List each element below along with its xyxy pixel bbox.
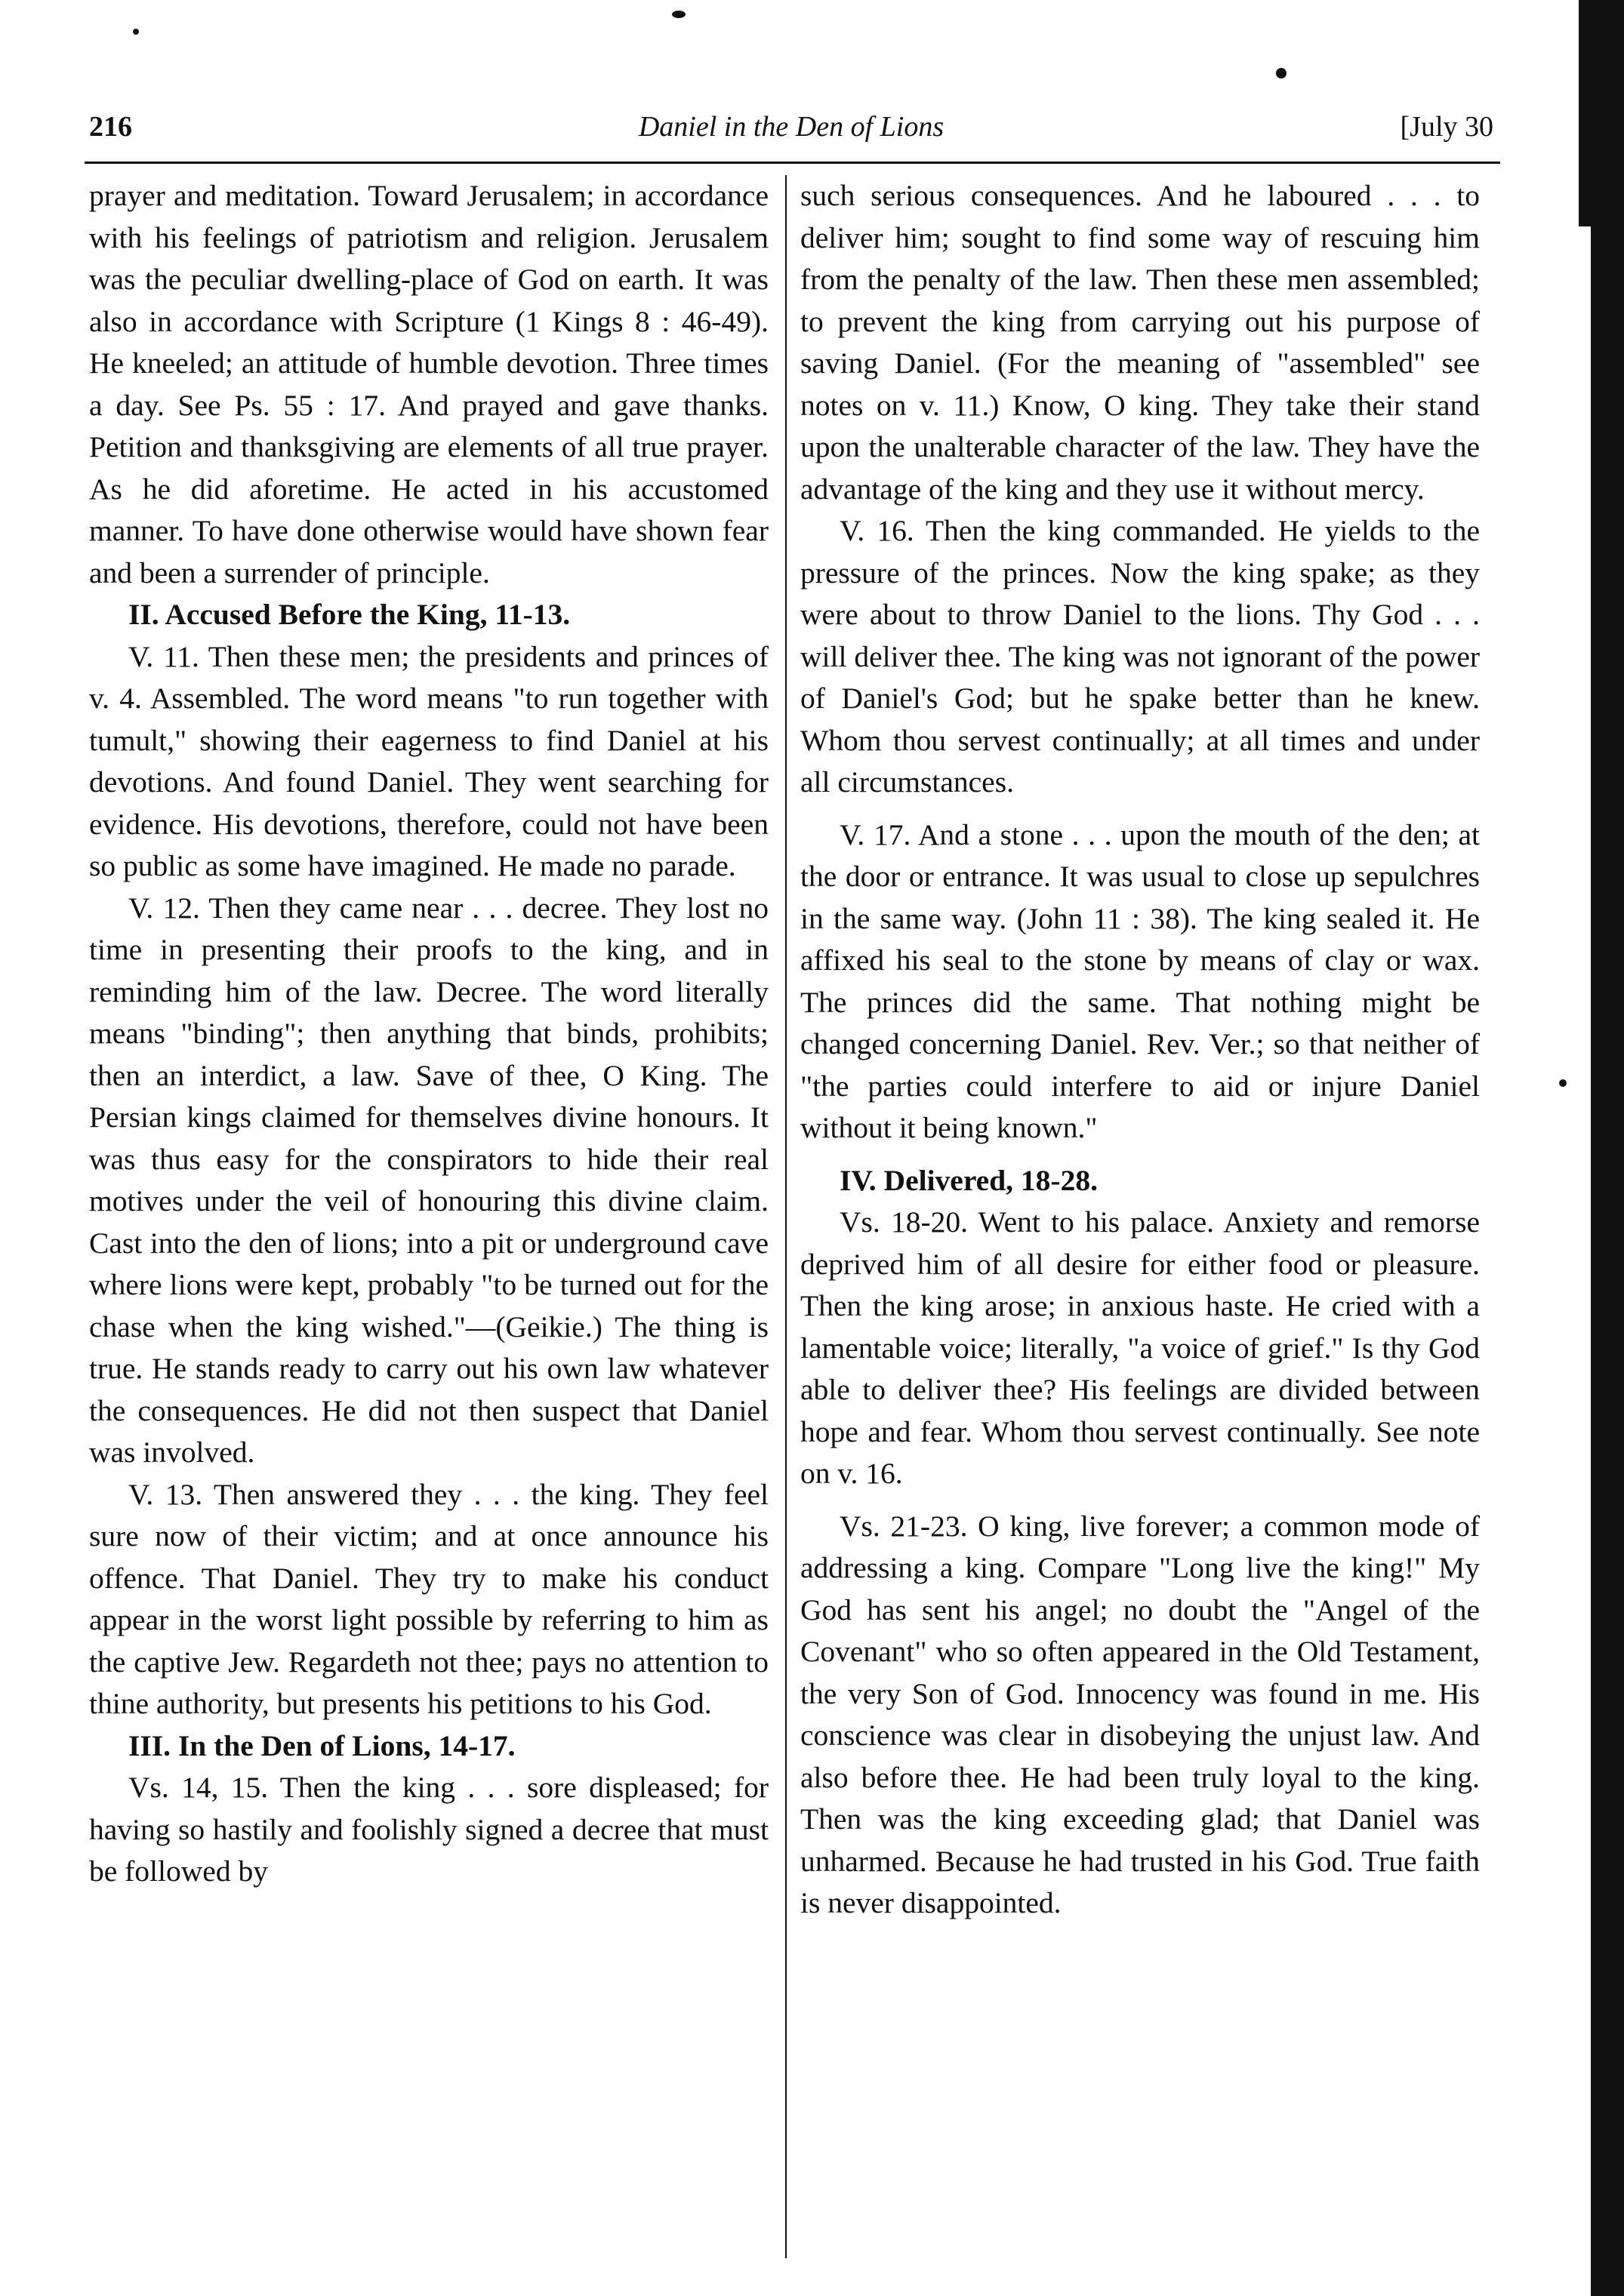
header-rule bbox=[85, 162, 1500, 164]
paragraph: prayer and meditation. Toward Jerusalem; in accordance with his feelings of patriotism and religion. Jerusalem was the peculiar dwelling-place of God on earth. It was also in accordance with Scripture (1 Kings 8 : 46-49). He kneeled; an attitude of humble devotion. Three times a day. See Ps. 55 : 17. And prayed and gave thanks. Petition and thanksgiving are elements of all true prayer. As he did aforetime. He acted in his accustomed manner. To have done otherwise would have shown fear and been a surrender of principle. bbox=[89, 179, 769, 589]
ink-speck bbox=[1559, 1079, 1567, 1087]
paragraph: V. 11. Then these men; the presidents and princes of v. 4. Assembled. The word means "to run together with tumult," showing their eagerness to find Daniel at his devotions. And found Daniel. They went searching for evidence. His devotions, therefore, could not have been so public as some have imagined. He made no parade. bbox=[89, 639, 769, 882]
section-heading: III. In the Den of Lions, 14-17. bbox=[128, 1728, 516, 1762]
running-title: Daniel in the Den of Lions bbox=[638, 111, 945, 143]
paragraph: Vs. 18-20. Went to his palace. Anxiety and remorse deprived him of all desire for either food or pleasure. Then the king arose; in anxious haste. He cried with a lamentable voice; literally, "a voice of grief." Is thy God able to deliver thee? His feelings are divided between hope and fear. Whom thou servest continually. See note on v. 16. bbox=[800, 1205, 1480, 1490]
paragraph: V. 17. And a stone . . . upon the mouth of the den; at the door or entrance. It was usual to close up sepulchres in the same way. (John 11 : 38). The king sealed it. He affixed his seal to the stone by means of clay or wax. The princes did the same. That nothing might be changed concerning Daniel. Rev. Ver.; so that neither of "the parties could interfere to aid or injure Daniel without it being known." bbox=[800, 817, 1480, 1144]
paragraph: V. 16. Then the king commanded. He yields to the pressure of the princes. Now the king spake; as they were about to throw Daniel to the lions. Thy God . . . will deliver thee. The king was not ignorant of the power of Daniel's God; but he spake better than he knew. Whom thou servest continually; at all times and under all circumstances. bbox=[800, 514, 1480, 799]
section-heading: II. Accused Before the King, 11-13. bbox=[128, 598, 571, 631]
header-date: [July 30 bbox=[1400, 111, 1493, 143]
ink-speck bbox=[133, 29, 139, 35]
column-divider bbox=[785, 175, 787, 2258]
section-heading: IV. Delivered, 18-28. bbox=[840, 1163, 1098, 1197]
paragraph: V. 13. Then answered they . . . the king. They feel sure now of their victim; and at once announce his offence. That Daniel. They try to make his conduct appear in the worst light possible by referring to him as the captive Jew. Regardeth not thee; pays no attention to thine authority, but presents his petitions to his God. bbox=[89, 1477, 769, 1720]
paragraph: V. 12. Then they came near . . . decree. They lost no time in presenting their proofs to the king, and in reminding him of the law. Decree. The word literally means "binding"; then anything that binds, prohibits; then an interdict, a law. Save of thee, O King. The Persian kings claimed for themselves divine honours. It was thus easy for the conspirators to hide their real motives under the veil of honouring this divine claim. Cast into the den of lions; into a pit or underground cave where lions were kept, probably "to be turned out for the chase when the king wished."—(Geikie.) The thing is true. He stands ready to carry out his own law whatever the consequences. He did not then suspect that Daniel was involved. bbox=[89, 891, 769, 1469]
ink-speck bbox=[672, 11, 686, 18]
right-column bbox=[800, 175, 1480, 1925]
scan-edge-shadow bbox=[1591, 0, 1624, 2296]
paragraph: Vs. 21-23. O king, live forever; a common mode of addressing a king. Compare "Long live the king!" My God has sent his angel; no doubt the "Angel of the Covenant" who so often appeared in the Old Testament, the very Son of God. Innocency was found in me. His conscience was clear in disobeying the unjust law. And also before thee. He had been truly loyal to the king. Then was the king exceeding glad; that Daniel was unharmed. Because he had trusted in his God. True faith is never disappointed. bbox=[800, 1509, 1480, 1919]
page-header bbox=[89, 106, 1493, 151]
page-number: 216 bbox=[89, 111, 132, 143]
left-column bbox=[89, 175, 769, 1893]
ink-speck bbox=[1276, 68, 1287, 78]
paragraph: such serious consequences. And he laboured . . . to deliver him; sought to find some way of rescuing him from the penalty of the law. Then these men assembled; to prevent the king from carrying out his purpose of saving Daniel. (For the meaning of "assembled" see notes on v. 11.) Know, O king. They take their stand upon the unalterable character of the law. They have the advantage of the king and they use it without mercy. bbox=[800, 179, 1480, 506]
paragraph: Vs. 14, 15. Then the king . . . sore displeased; for having so hastily and foolishly signed a decree that must be followed by bbox=[89, 1771, 769, 1888]
